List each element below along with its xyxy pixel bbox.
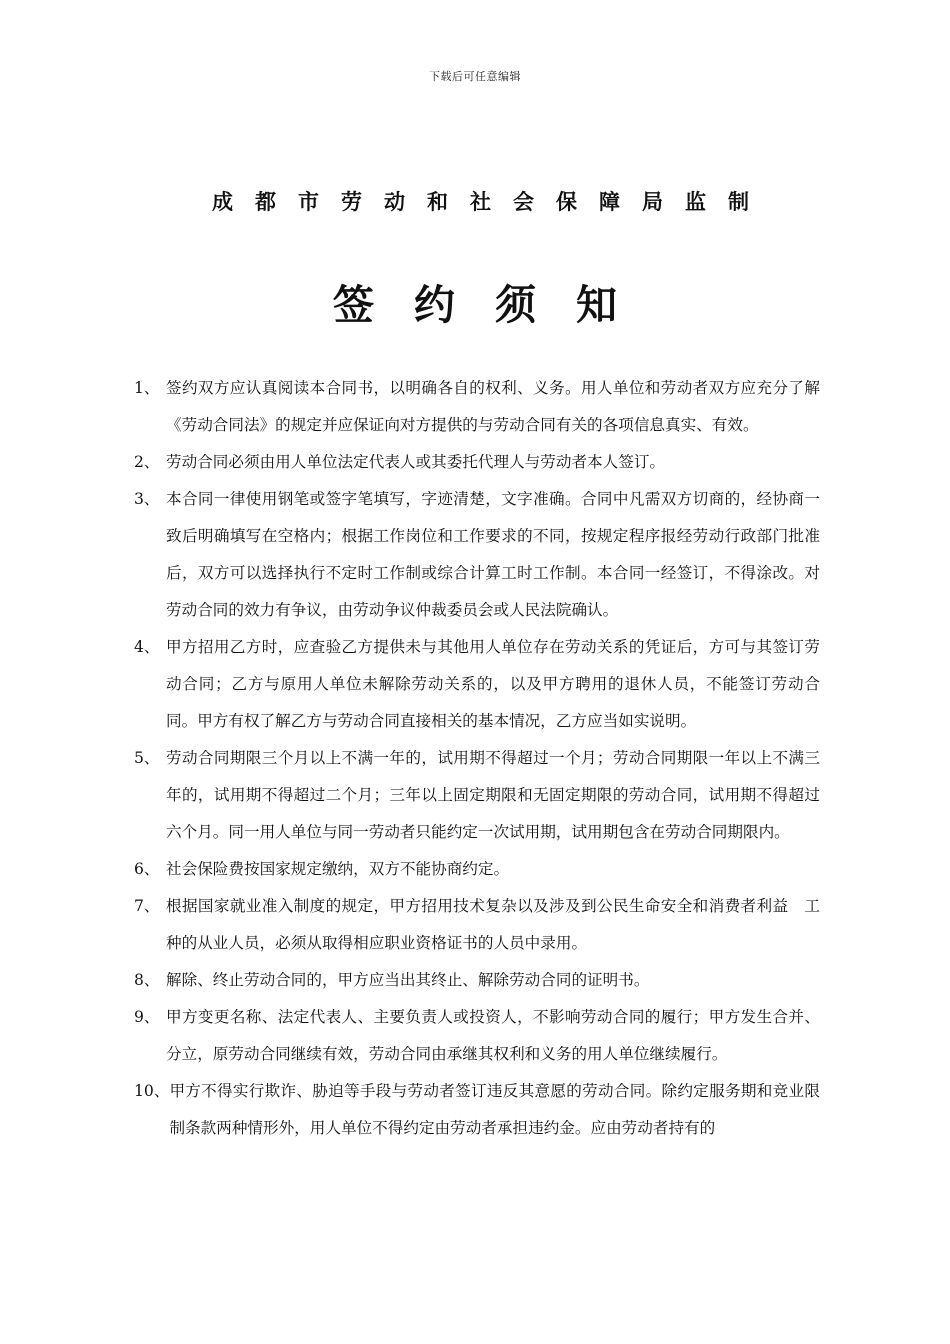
list-item: [134, 962, 820, 999]
item-number: 5、: [134, 749, 160, 767]
item-number: 2、: [134, 453, 160, 471]
list-item: [134, 629, 820, 740]
item-text: 劳动合同期限三个月以上不满一年的，试用期不得超过一个月；劳动合同期限一年以上不满三年的，试用期不得超过二个月；三年以上固定期限和无固定期限的劳动合同，试用期不得超过六个月。同一用人单位与同一劳动者只能约定一次试用期，试用期包含在劳动合同期限内。: [166, 749, 820, 841]
item-number: 10、: [134, 1082, 170, 1100]
page-title: 签约须知: [333, 281, 657, 329]
list-item: [134, 740, 820, 851]
item-text: 签约双方应认真阅读本合同书，以明确各自的权利、义务。用人单位和劳动者双方应充分了解《劳动合同法》的规定并应保证向对方提供的与劳动合同有关的各项信息真实、有效。: [166, 379, 820, 434]
item-text: 社会保险费按国家规定缴纳，双方不能协商约定。: [166, 860, 510, 878]
item-number: 9、: [134, 1008, 160, 1026]
item-text: 甲方招用乙方时，应查验乙方提供未与其他用人单位存在劳动关系的凭证后，方可与其签订劳动合同；乙方与原用人单位未解除劳动关系的，以及甲方聘用的退休人员，不能签订劳动合同。甲方有权了解乙方与劳动合同直接相关的基本情况，乙方应当如实说明。: [166, 638, 820, 730]
item-text: 本合同一律使用钢笔或签字笔填写，字迹清楚，文字准确。合同中凡需双方切商的，经协商一致后明确填写在空格内；根据工作岗位和工作要求的不同，按规定程序报经劳动行政部门批准后，双方可以选择执行不定时工作制或综合计算工时工作制。本合同一经签订，不得涂改。对劳动合同的效力有争议，由劳动争议仲裁委员会或人民法院确认。: [166, 490, 820, 619]
item-number: 8、: [134, 971, 160, 989]
list-item: [134, 851, 820, 888]
item-text: 劳动合同必须由用人单位法定代表人或其委托代理人与劳动者本人签订。: [166, 453, 666, 471]
item-number: 1、: [134, 379, 160, 397]
header-note: 下载后可任意编辑: [429, 70, 521, 83]
list-item: [134, 444, 820, 481]
item-text: 甲方不得实行欺诈、胁迫等手段与劳动者签订违反其意愿的劳动合同。除约定服务期和竞业限制条款两种情形外，用人单位不得约定由劳动者承担违约金。应由劳动者持有的: [169, 1082, 820, 1137]
item-text: 甲方变更名称、法定代表人、主要负责人或投资人，不影响劳动合同的履行；甲方发生合并、分立，原劳动合同继续有效，劳动合同由承继其权利和义务的用人单位继续履行。: [166, 1008, 820, 1063]
list-item: [134, 370, 820, 444]
list-item: [134, 1073, 820, 1147]
item-number: 6、: [134, 860, 160, 878]
list-item: [134, 888, 820, 962]
notice-list: [134, 370, 820, 1147]
issuing-authority: 成都市劳动和社会保障局监制: [212, 189, 771, 214]
item-number: 4、: [134, 638, 160, 656]
list-item: [134, 481, 820, 629]
list-item: [134, 999, 820, 1073]
item-text: 解除、终止劳动合同的，甲方应当出其终止、解除劳动合同的证明书。: [166, 971, 650, 989]
item-number: 3、: [134, 490, 160, 508]
item-text: 根据国家就业准入制度的规定，甲方招用技术复杂以及涉及到公民生命安全和消费者利益 工种的从业人员，必须从取得相应职业资格证书的人员中录用。: [166, 897, 820, 952]
item-number: 7、: [134, 897, 160, 915]
